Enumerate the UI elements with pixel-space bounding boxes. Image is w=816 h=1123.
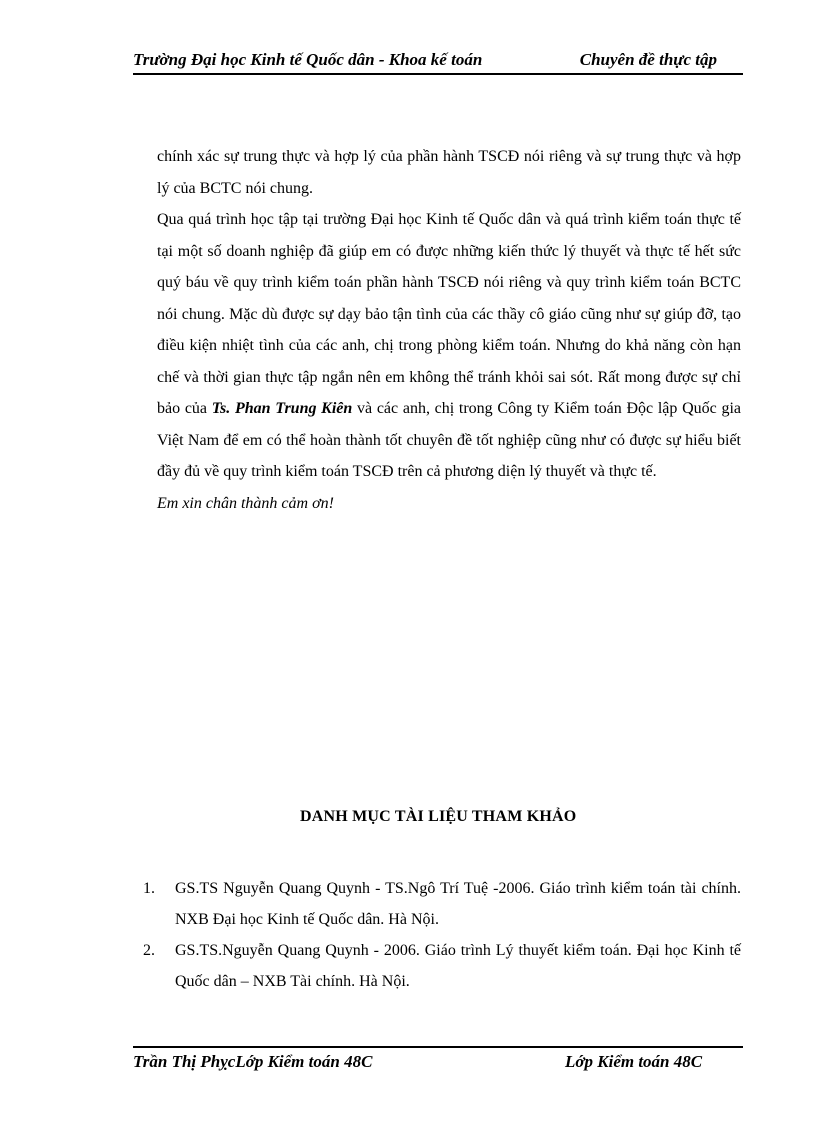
- paragraph-2-start: Qua quá trình học tập tại trường Đại học Kinh tế Quốc dân và quá trình kiểm toán thực tế tại một số doanh nghiệp đã giúp em có được những kiến thức lý thuyết và thực tế hết sức quý báu về quy trình kiểm toán phần hành TSCĐ nói riêng và quy trình kiểm toán BCTC nói chung. Mặc dù được sự dạy bảo tận tình của các thầy cô giáo cũng như sự giúp đỡ, tạo điều kiện nhiệt tình của các anh, chị trong phòng kiểm toán. Nhưng do khả năng còn hạn chế và thời gian thực tập ngắn nên em không thể tránh khỏi sai sót. Rất mong được sự chỉ bảo của: [157, 211, 741, 417]
- references-title: DANH MỤC TÀI LIỆU THAM KHẢO: [300, 808, 577, 825]
- reference-text: GS.TS Nguyễn Quang Quynh - TS.Ngô Trí Tuệ -2006. Giáo trình kiểm toán tài chính. NXB Đại học Kinh tế Quốc dân. Hà Nội.: [175, 880, 741, 928]
- page-footer: [133, 1052, 743, 1076]
- header-rule: [133, 73, 743, 75]
- advisor-name: Ts. Phan Trung Kiên: [211, 400, 353, 417]
- reference-text: GS.TS.Nguyễn Quang Quynh - 2006. Giáo trình Lý thuyết kiểm toán. Đại học Kinh tế Quốc dân – NXB Tài chính. Hà Nội.: [175, 942, 741, 990]
- paragraph-2: [157, 204, 741, 488]
- closing-line: Em xin chân thành cảm ơn!: [157, 494, 334, 512]
- footer-author: Trần Thị PhỵcLớp Kiểm toán 48C: [133, 1052, 373, 1071]
- reference-item: [143, 935, 741, 997]
- reference-number: 1.: [143, 880, 155, 897]
- reference-item: [143, 873, 741, 935]
- header-doc-type: Chuyên đề thực tập: [579, 50, 717, 69]
- paragraph-2-end: và các anh, chị trong Công ty Kiểm toán Độc lập Quốc gia Việt Nam để em có thể hoàn thành tốt chuyên đề tốt nghiệp cũng như có được sự hiểu biết đầy đủ về quy trình kiểm toán TSCĐ trên cả phương diện lý thuyết và thực tế.: [157, 400, 741, 480]
- paragraph-1: chính xác sự trung thực và hợp lý của phần hành TSCĐ nói riêng và sự trung thực và hợp lý của BCTC nói chung.: [157, 148, 741, 197]
- references-list: [143, 873, 741, 997]
- footer-class: Lớp Kiểm toán 48C: [565, 1052, 703, 1071]
- header-institution: Trường Đại học Kinh tế Quốc dân - Khoa kế toán: [133, 50, 483, 69]
- reference-number: 2.: [143, 942, 155, 959]
- body-text: [157, 141, 741, 519]
- footer-rule: [133, 1046, 743, 1048]
